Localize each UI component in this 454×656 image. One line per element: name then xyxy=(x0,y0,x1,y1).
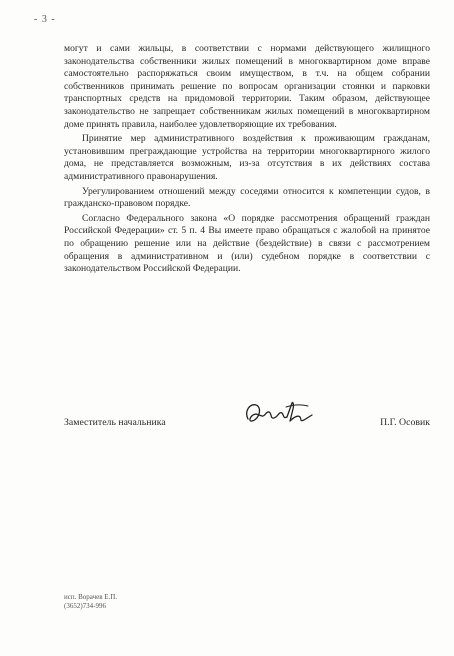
executor-footer xyxy=(64,593,117,611)
paragraph-parking-rules: могут и сами жильцы, в соответствии с нормами действующего жилищного законодательства собственники жилых помещений в многоквартирном доме вправе самостоятельно распоряжаться своим имуществом, в т.ч. на общем собрании собственников принимать решение по вопросам организации стоянки и парковки транспортных средств на придомовой территории. Таким образом, действующее законодательство не запрещает собственникам жилых помещений в многоквартирном доме принять правила, наиболее удовлетворяющие их требования. xyxy=(64,43,430,130)
executor-phone: (3652)734-996 xyxy=(64,602,106,610)
page-number: - 3 - xyxy=(34,14,56,25)
signer-name: П.Г. Осовик xyxy=(380,417,430,428)
signer-position: Заместитель начальника xyxy=(64,417,166,428)
paragraph-administrative-measures: Принятие мер административного воздействия к проживающим гражданам, установившим преграждающие устройства на территории многоквартирного жилого дома, не представляется возможным, из-за отсутствия в их действиях состава административного правонарушения. xyxy=(64,133,430,182)
handwritten-signature-image xyxy=(242,397,314,431)
executor-name: исп. Ворачев Е.П. xyxy=(64,593,118,601)
paragraph-appeal-rights: Согласно Федерального закона «О порядке рассмотрения обращений граждан Российской Федерации» ст. 5 п. 4 Вы имеете право обращаться с жалобой на принятое по обращению решение или на действие (бездействие) в связи с рассмотрением обращения в административном и (или) судебном порядке в соответствии с законодательством Российской Федерации. xyxy=(64,212,430,275)
letter-body xyxy=(64,43,430,276)
paragraph-neighbor-disputes: Урегулированием отношений между соседями относится к компетенции судов, в гражданско-правовом порядке. xyxy=(64,185,430,210)
signature-block xyxy=(64,411,430,451)
